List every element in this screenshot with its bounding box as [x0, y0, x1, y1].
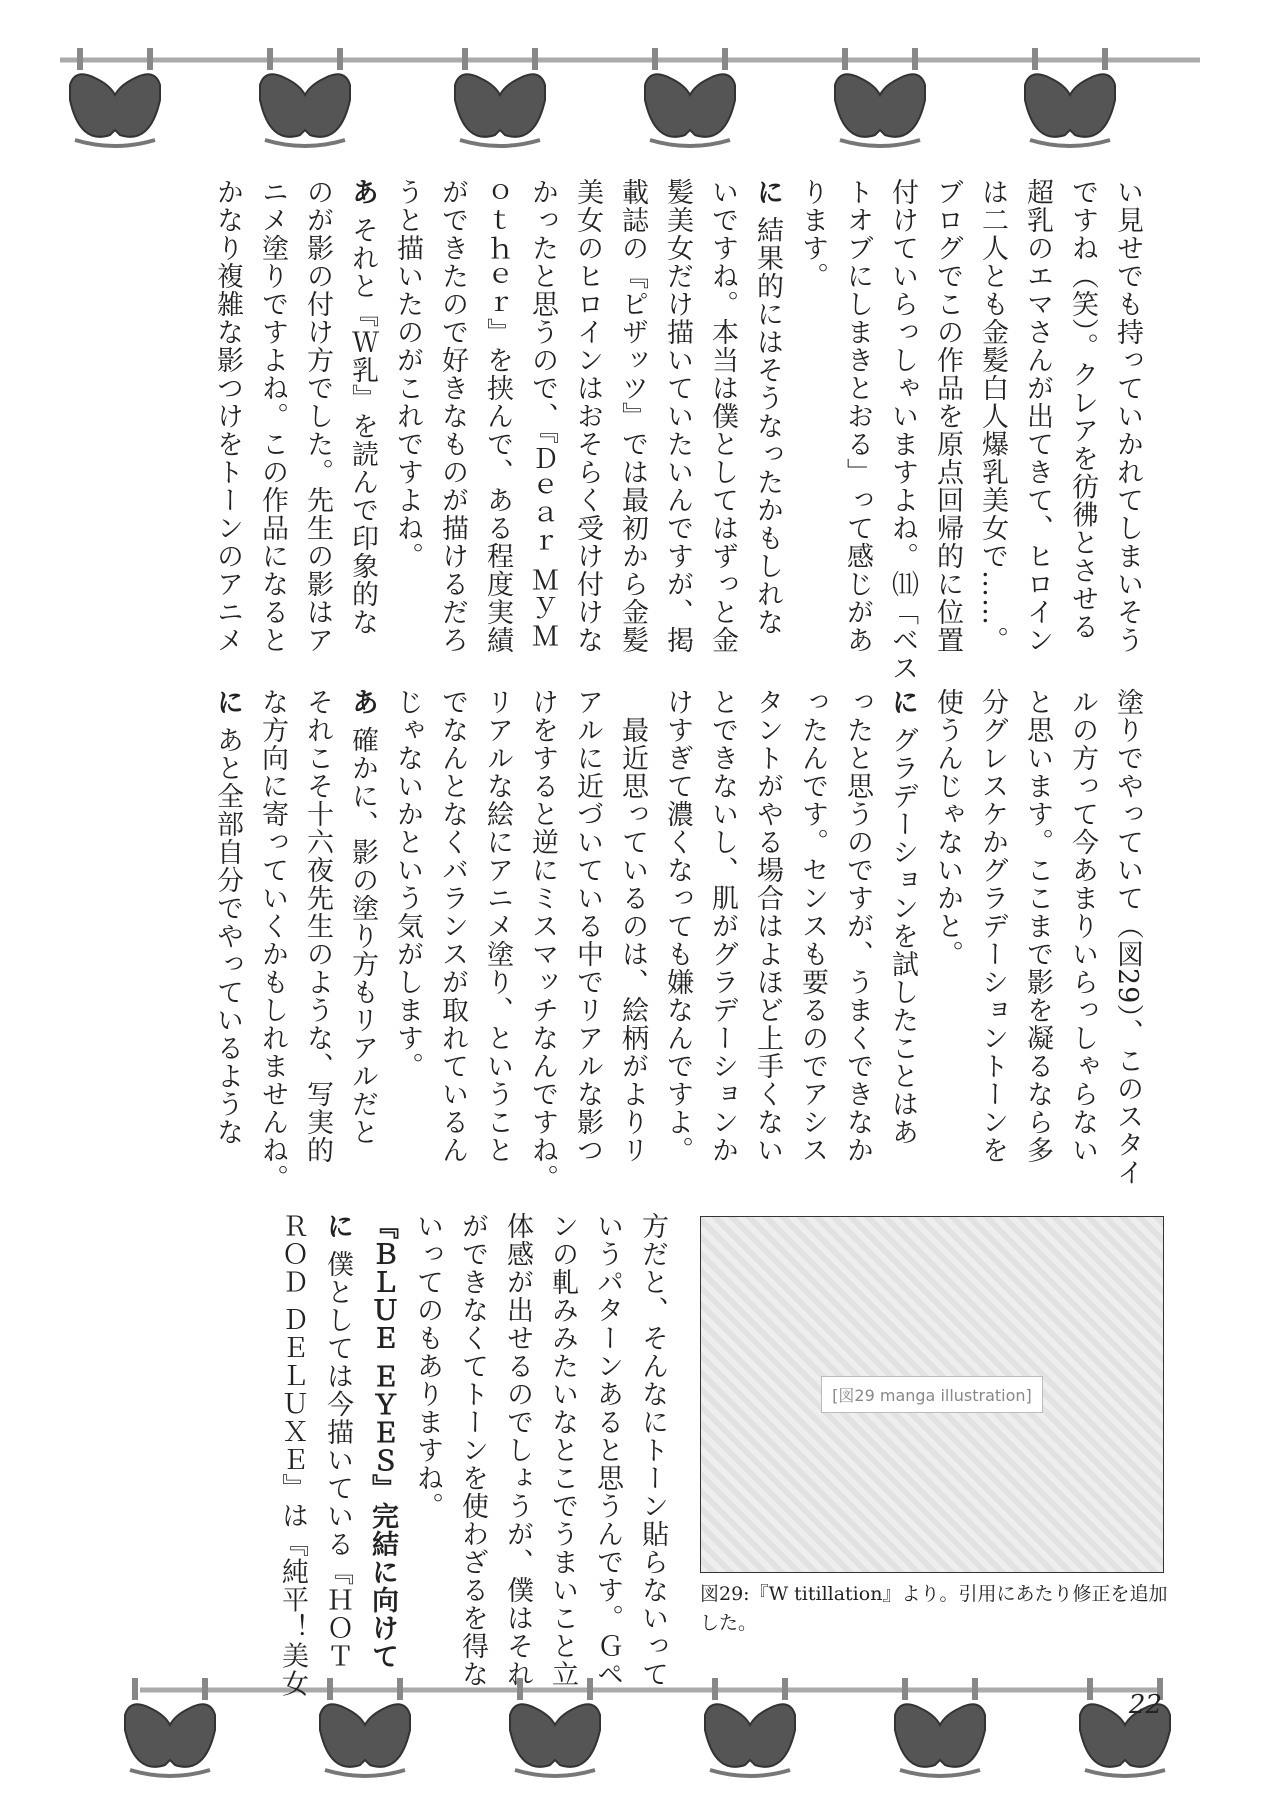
- text-column: [565, 178, 610, 658]
- column-text: ですね（笑）。クレアを彷彿とさせる: [1067, 178, 1098, 641]
- text-column: [790, 178, 835, 658]
- text-column: [1105, 178, 1150, 658]
- text-column: [925, 688, 970, 1168]
- speaker-marker: に: [752, 178, 783, 206]
- column-text: グラデーションを試したことはあ: [887, 726, 918, 1146]
- page-number: 22: [1128, 1690, 1162, 1720]
- text-column: [495, 1212, 540, 1688]
- column-text: けをすると逆にミスマッチなんですね。: [527, 688, 558, 1192]
- column-text: かなり複雑な影つけをトーンのアニメ: [212, 178, 243, 654]
- text-column: [1060, 688, 1105, 1168]
- column-text: 髪美女だけ描いていたいんですが、掲: [662, 178, 693, 654]
- text-column: [745, 688, 790, 1168]
- bra-icon: [455, 48, 545, 146]
- column-text: いってのもありますね。: [412, 1212, 443, 1520]
- bra-icon: [510, 1678, 600, 1776]
- text-column: [250, 178, 295, 658]
- column-text: ります。: [797, 178, 828, 290]
- column-text: いですね。本当は僕としてはずっと金: [707, 178, 738, 654]
- column-text: 分グレスケかグラデーショントーンを: [977, 688, 1008, 1164]
- column-text: トオブにしまきとおる」って感じがあ: [842, 178, 873, 654]
- column-text: ができたので好きなものが描けるだろ: [437, 178, 468, 654]
- text-column: [880, 178, 925, 682]
- column-text: 塗りでやっていて（図29）、このスタイ: [1112, 688, 1143, 1187]
- bra-icon: [895, 1678, 985, 1776]
- text-column: [475, 688, 520, 1168]
- text-column: [295, 178, 340, 658]
- text-column: [700, 688, 745, 1168]
- text-column: [340, 688, 385, 1168]
- text-column: [610, 178, 655, 658]
- text-column: [520, 688, 565, 1192]
- column-text: じゃないかという気がします。: [392, 688, 423, 1080]
- text-column: [1060, 178, 1105, 658]
- column-text: ができなくてトーンを使わざるを得な: [457, 1212, 488, 1688]
- column-text: のが影の付け方でした。先生の影はア: [302, 178, 333, 654]
- speaker-marker: に: [887, 688, 918, 716]
- speaker-marker: に: [322, 1212, 353, 1240]
- text-column: [270, 1212, 315, 1698]
- column-text: 美女のヒロインはおそらく受け付けな: [572, 178, 603, 654]
- column-text: 付けていらっしゃいますよね。⑾「ベス: [887, 178, 918, 682]
- text-column: [565, 688, 610, 1168]
- column-text: でなんとなくバランスが取れているん: [437, 688, 468, 1164]
- bra-icon: [645, 48, 735, 146]
- column-text: タントがやる場合はよほど上手くない: [752, 688, 783, 1164]
- bra-icon: [70, 48, 160, 146]
- column-text: 確かに、影の塗り方もリアルだと: [347, 726, 378, 1146]
- column-text: ニメ塗りですよね。この作品になると: [257, 178, 288, 654]
- column-text: ンの軋みみたいなとこでうまいこと立: [547, 1212, 578, 1688]
- column-text: 結果的にはそうなったかもしれな: [752, 216, 783, 636]
- bra-icon: [260, 48, 350, 146]
- text-column: [340, 178, 385, 658]
- text-column: [450, 1212, 495, 1688]
- column-text: ルの方って今あまりいらっしゃらない: [1067, 688, 1098, 1164]
- column-text: 載誌の『ピザッツ』では最初から金髪: [617, 178, 648, 654]
- clothesline-decoration-bottom: [0, 1670, 1280, 1810]
- bra-icon: [835, 48, 925, 146]
- column-text: ＲＯＤ ＤＥＬＵＸＥ』は『純平！美女: [277, 1212, 308, 1698]
- column-text: いうパターンあると思うんです。Ｇペ: [592, 1212, 623, 1688]
- bra-icon: [125, 1678, 215, 1776]
- section-heading: 『ＢＬＵＥ ＥＹＥＳ』完結に向けて: [367, 1212, 398, 1671]
- column-text: ブログでこの作品を原点回帰的に位置: [932, 178, 963, 654]
- speaker-marker: に: [212, 688, 243, 716]
- bra-icon: [320, 1678, 410, 1776]
- text-block-top: [205, 178, 1150, 682]
- figure-placeholder: [図29 manga illustration]: [821, 1376, 1043, 1413]
- text-block-middle: [205, 688, 1150, 1192]
- text-column: [1105, 688, 1150, 1187]
- column-text: ったと思うのですが、うまくできなか: [842, 688, 873, 1164]
- text-column: [295, 688, 340, 1168]
- text-column: [430, 178, 475, 658]
- column-text: 僕としては今描いている『ＨＯＴ: [322, 1250, 353, 1670]
- column-text: リアルな絵にアニメ塗り、ということ: [482, 688, 513, 1164]
- text-column: [880, 688, 925, 1168]
- text-column: [1015, 178, 1060, 658]
- column-text: けすぎて濃くなっても嫌なんですよ。: [662, 688, 693, 1164]
- text-column: [655, 178, 700, 658]
- speaker-marker: あ: [347, 688, 378, 716]
- text-column: [405, 1212, 450, 1632]
- text-column: [745, 178, 790, 658]
- clothesline-decoration-top: [0, 40, 1280, 180]
- column-text: それと『Ｗ乳』を読んで印象的な: [347, 216, 378, 636]
- column-text: とできないし、肌がグラデーションか: [707, 688, 738, 1164]
- column-text: な方向に寄っていくかもしれませんね。: [257, 688, 288, 1192]
- text-column: [630, 1212, 675, 1688]
- text-column: [540, 1212, 585, 1688]
- text-column: [385, 178, 430, 658]
- column-text: 方だと、そんなにトーン貼らないって: [637, 1212, 668, 1688]
- text-column: [520, 178, 565, 658]
- text-column: [970, 688, 1015, 1168]
- column-text: ったんです。センスも要るのでアシス: [797, 688, 828, 1164]
- column-text: 超乳のエマさんが出てきて、ヒロイン: [1022, 178, 1053, 654]
- text-column: [360, 1212, 405, 1671]
- bra-icon: [1025, 48, 1115, 146]
- text-column: [250, 688, 295, 1192]
- column-text: 最近思っているのは、絵柄がよりリ: [617, 688, 648, 1164]
- text-column: [585, 1212, 630, 1688]
- text-column: [315, 1212, 360, 1670]
- column-text: 体感が出せるのでしょうが、僕はそれ: [502, 1212, 533, 1688]
- column-text: アルに近づいている中でリアルな影つ: [572, 688, 603, 1164]
- text-column: [790, 688, 835, 1168]
- text-column: [385, 688, 430, 1168]
- text-column: [835, 178, 880, 658]
- text-block-bottom: [270, 1212, 675, 1698]
- text-column: [205, 178, 250, 658]
- text-column: [700, 178, 745, 658]
- column-text: あと全部自分でやっているような: [212, 726, 243, 1146]
- text-column: [925, 178, 970, 658]
- speaker-marker: あ: [347, 178, 378, 206]
- text-column: [970, 178, 1015, 658]
- column-text: は二人とも金髪白人爆乳美女で……。: [977, 178, 1008, 654]
- figure-29-image: [700, 1216, 1164, 1573]
- text-column: [835, 688, 880, 1168]
- text-column: [610, 688, 655, 1168]
- text-column: [655, 688, 700, 1168]
- text-column: [1015, 688, 1060, 1168]
- column-text: と思います。ここまで影を凝るなら多: [1022, 688, 1053, 1164]
- column-text: い見せでも持っていかれてしまいそう: [1112, 178, 1143, 654]
- column-text: かったと思うので、『Ｄｅａｒ ＭｙＭ: [527, 178, 558, 651]
- text-column: [475, 178, 520, 658]
- column-text: 使うんじゃないかと。: [932, 688, 963, 968]
- text-column: [205, 688, 250, 1168]
- column-text: それこそ十六夜先生のような、写実的: [302, 688, 333, 1164]
- column-text: ｏｔｈｅｒ』を挟んで、ある程度実績: [482, 178, 513, 654]
- text-column: [430, 688, 475, 1168]
- bra-icon: [705, 1678, 795, 1776]
- column-text: うと描いたのがこれですよね。: [392, 178, 423, 570]
- figure-caption: 図29:『W titillation』より。引用にあたり修正を追加した。: [700, 1583, 1168, 1634]
